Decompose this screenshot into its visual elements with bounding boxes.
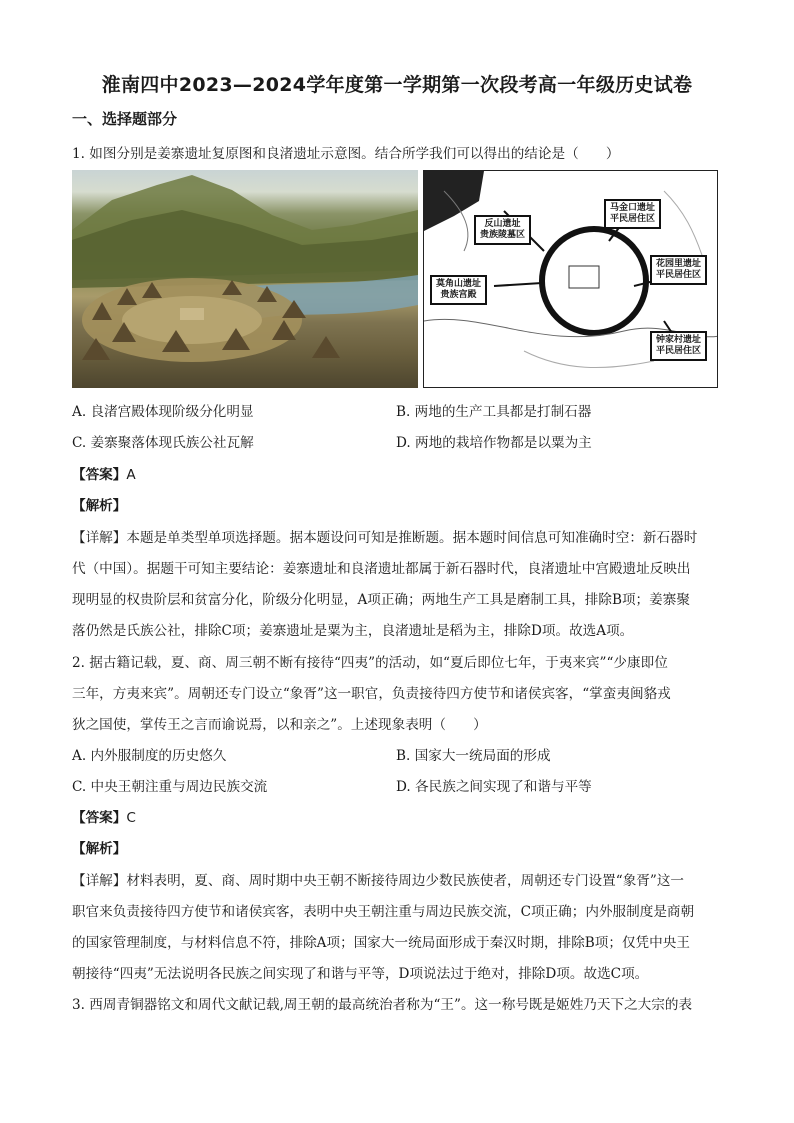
- q1-analysis-tag-text: 【解析】: [72, 498, 127, 514]
- q1-analysis-line: 【详解】本题是单类型单项选择题。据本题设问可知是推断题。据本题时间信息可知准确时空：新石器时: [72, 530, 698, 546]
- map-label-zhongjiacun: [650, 331, 707, 361]
- q1-stem: 1. 如图分别是姜寨遗址复原图和良渚遗址示意图。结合所学我们可以得出的结论是（ ）: [72, 146, 620, 162]
- map-label-fanshan-desc: 贵族陵墓区: [480, 230, 526, 240]
- map-label-fanshan: [474, 215, 531, 245]
- q1-answer: [72, 463, 136, 483]
- section-heading: 一、选择题部分: [72, 110, 178, 128]
- q2-option-a: A. 内外服制度的历史悠久: [72, 748, 227, 764]
- q1-option-a: A. 良渚宫殿体现阶级分化明显: [72, 404, 254, 420]
- jiangzhai-illustration: [72, 170, 418, 388]
- q2-answer: [72, 806, 136, 826]
- q1-option-d: D. 两地的栽培作物都是以粟为主: [396, 435, 592, 451]
- q1-analysis-line: 现明显的权贵阶层和贫富分化，阶级分化明显，A项正确；两地生产工具是磨制工具，排除B项；姜寨聚: [72, 592, 690, 608]
- q2-option-b: B. 国家大一统局面的形成: [396, 748, 551, 764]
- q2-analysis-tag-text: 【解析】: [72, 841, 127, 857]
- q2-analysis-line: 职官来负责接待四方使节和诸侯宾客，表明中央王朝注重与周边民族交流，C项正确；内外服制度是商朝: [72, 904, 695, 920]
- map-label-huayuanli-name: 花园里遗址: [656, 259, 702, 269]
- map-label-mojiaoshan-desc: 贵族宫殿: [440, 290, 477, 300]
- q1-analysis-tag: [72, 494, 126, 514]
- q2-stem-line: 2. 据古籍记载，夏、商、周三朝不断有接待“四夷”的活动，如“夏后即位七年，于夷来宾”“少康即位: [72, 655, 668, 671]
- q2-option-d: D. 各民族之间实现了和谐与平等: [396, 779, 592, 795]
- q1-option-c: C. 姜寨聚落体现氏族公社瓦解: [72, 435, 254, 451]
- map-label-majinkou: [604, 199, 661, 229]
- map-label-zhongjiacun-desc: 平民居住区: [656, 346, 702, 356]
- q2-analysis-line: 的国家管理制度，与材料信息不符，排除A项；国家大一统局面形成于秦汉时期，排除B项；仅凭中央王: [72, 935, 690, 951]
- map-label-huayuanli-desc: 平民居住区: [656, 270, 702, 280]
- q1-answer-tag: 【答案】: [72, 467, 127, 483]
- q1-option-b: B. 两地的生产工具都是打制石器: [396, 404, 592, 420]
- map-label-mojiaoshan-name: 莫角山遗址: [436, 279, 482, 289]
- map-label-zhongjiacun-name: 钟家村遗址: [656, 335, 702, 345]
- map-label-majinkou-desc: 平民居住区: [610, 214, 656, 224]
- q2-answer-tag: 【答案】: [72, 810, 127, 826]
- q1-analysis-line: 代（中国）。据题干可知主要结论：姜寨遗址和良渚遗址都属于新石器时代，良渚遗址中宫殿遗址反映出: [72, 561, 691, 577]
- q1-analysis-line: 落仍然是氏族公社，排除C项；姜寨遗址是粟为主，良渚遗址是稻为主，排除D项。故选A项。: [72, 623, 634, 639]
- q2-stem-line: 三年，方夷来宾”。周朝还专门设立“象胥”这一职官，负责接待四方使节和诸侯宾客，“掌蛮夷闽貉戎: [72, 686, 671, 702]
- q3-stem: 3. 西周青铜器铭文和周代文献记载,周王朝的最高统治者称为“王”。这一称号既是姬姓乃天下之大宗的表: [72, 997, 693, 1013]
- q2-analysis-tag: [72, 837, 126, 857]
- map-label-fanshan-name: 反山遗址: [484, 219, 521, 229]
- q2-analysis-line: 【详解】材料表明，夏、商、周时期中央王朝不断接待周边少数民族使者，周朝还专门设置“象胥”这一: [72, 873, 685, 889]
- map-label-mojiaoshan: [430, 275, 487, 305]
- q2-answer-value: C: [126, 810, 136, 826]
- q1-answer-value: A: [126, 467, 136, 483]
- q2-option-c: C. 中央王朝注重与周边民族交流: [72, 779, 268, 795]
- q2-analysis-line: 朝接待“四夷”无法说明各民族之间实现了和谐与平等，D项说法过于绝对，排除D项。故选C项。: [72, 966, 649, 982]
- q2-stem-line: 狄之国使，掌传王之言而谕说焉，以和亲之”。上述现象表明（ ）: [72, 717, 487, 733]
- map-label-huayuanli: [650, 255, 707, 285]
- liangzhu-site-map: [423, 170, 718, 388]
- jiangzhai-reconstruction-image: [72, 170, 418, 388]
- map-label-majinkou-name: 马金口遗址: [610, 203, 656, 213]
- page-title: 淮南四中2023—2024学年度第一学期第一次段考高一年级历史试卷: [101, 74, 693, 96]
